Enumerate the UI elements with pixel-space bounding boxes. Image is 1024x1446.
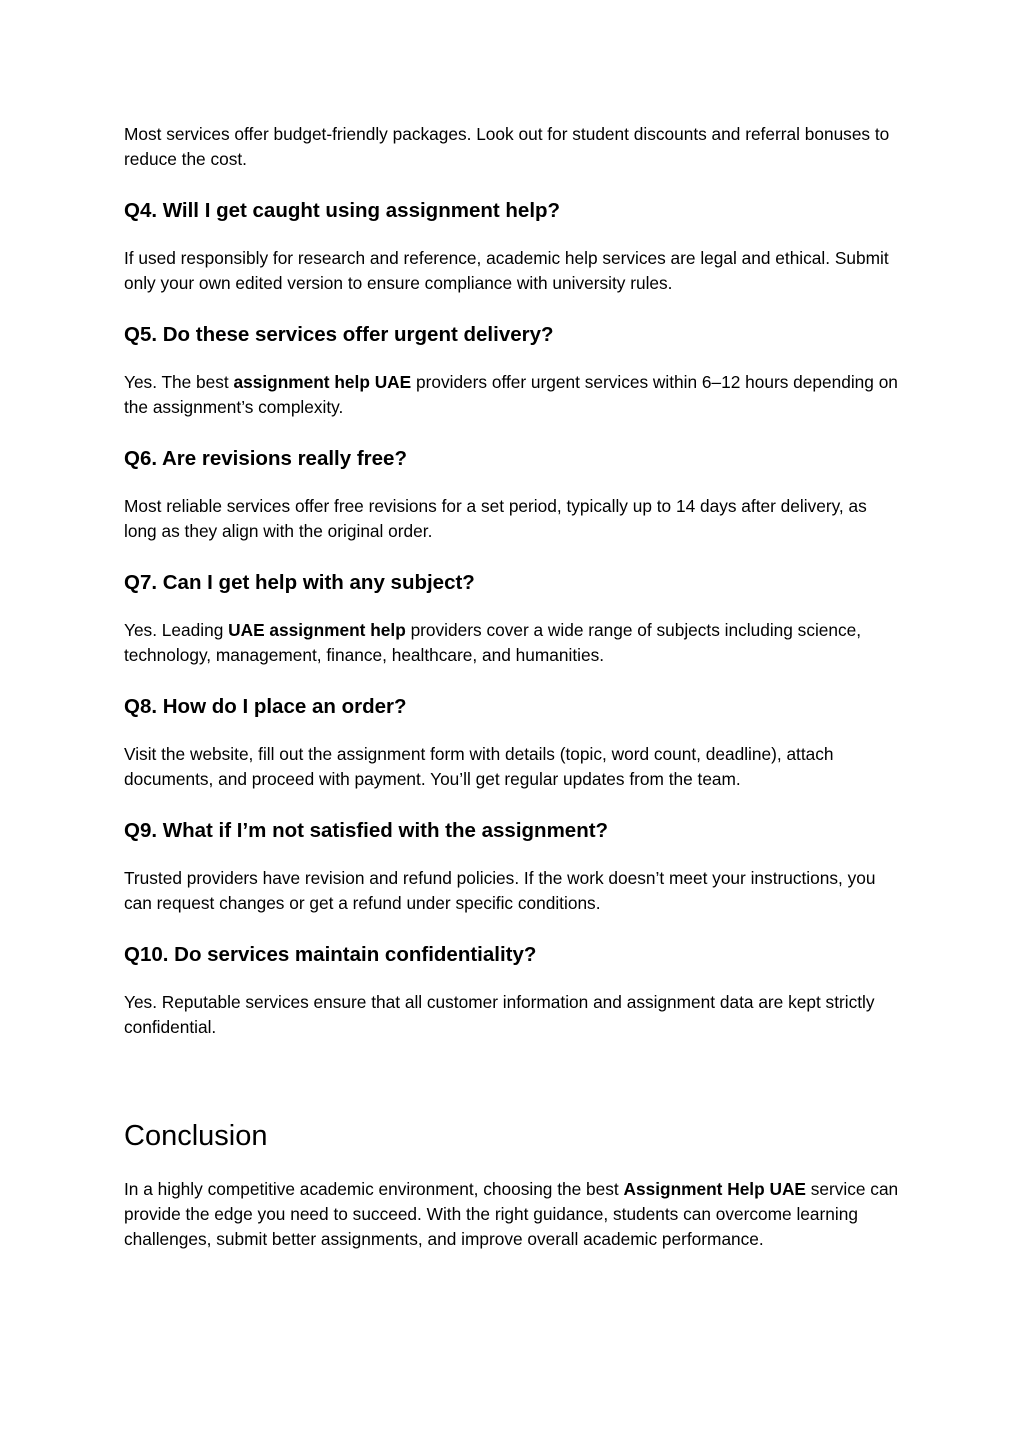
faq-question-q10: Q10. Do services maintain confidentiality? xyxy=(124,943,537,966)
faq-answer-q9 xyxy=(124,866,904,916)
conclusion-body xyxy=(124,1177,904,1252)
answer-text: Most reliable services offer free revisions for a set period, typically up to 14 days after delivery, as long as they align with the original order. xyxy=(124,496,867,541)
faq-answer-q5 xyxy=(124,370,904,420)
answer-bold: UAE assignment help xyxy=(228,620,406,640)
faq-answer-q4 xyxy=(124,246,904,296)
faq-question-q6: Q6. Are revisions really free? xyxy=(124,447,407,470)
answer-bold: assignment help UAE xyxy=(233,372,412,392)
faq-answer-q8 xyxy=(124,742,904,792)
faq-answer-q7 xyxy=(124,618,904,668)
answer-text: Visit the website, fill out the assignment form with details (topic, word count, deadline), attach documents, and proceed with payment. You’ll get regular updates from the team. xyxy=(124,744,834,789)
answer-text: providers cover a wide range of subjects including science, technology, management, finance, healthcare, and humanities. xyxy=(124,620,862,665)
faq-question-q8: Q8. How do I place an order? xyxy=(124,695,407,718)
faq-question-q7: Q7. Can I get help with any subject? xyxy=(124,571,475,594)
faq-question-q5: Q5. Do these services offer urgent delivery? xyxy=(124,323,554,346)
answer-text: Yes. Reputable services ensure that all customer information and assignment data are kept strictly confidential. xyxy=(124,992,875,1037)
conclusion-heading: Conclusion xyxy=(124,1120,268,1152)
conclusion-text: service can provide the edge you need to succeed. With the right guidance, students can overcome learning challenges, submit better assignments, and improve overall academic performance. xyxy=(124,1179,899,1249)
conclusion-bold: Assignment Help UAE xyxy=(623,1179,806,1199)
faq-question-q9: Q9. What if I’m not satisfied with the assignment? xyxy=(124,819,609,842)
answer-text: Trusted providers have revision and refund policies. If the work doesn’t meet your instructions, you can request changes or get a refund under specific conditions. xyxy=(124,868,876,913)
faq-answer-q6 xyxy=(124,494,904,544)
faq-answer-q10 xyxy=(124,990,904,1040)
conclusion-text: In a highly competitive academic environment, choosing the best xyxy=(124,1179,624,1199)
answer-text: If used responsibly for research and reference, academic help services are legal and ethical. Submit only your own edited version to ensure compliance with university rules. xyxy=(124,248,889,293)
faq-question-q4: Q4. Will I get caught using assignment help? xyxy=(124,199,561,222)
answer-text: Yes. The best xyxy=(124,372,234,392)
answer-text: Yes. Leading xyxy=(124,620,229,640)
answer-text: providers offer urgent services within 6–12 hours depending on the assignment’s complexity. xyxy=(124,372,898,417)
intro-answer: Most services offer budget-friendly packages. Look out for student discounts and referral bonuses to reduce the cost. xyxy=(124,124,890,169)
